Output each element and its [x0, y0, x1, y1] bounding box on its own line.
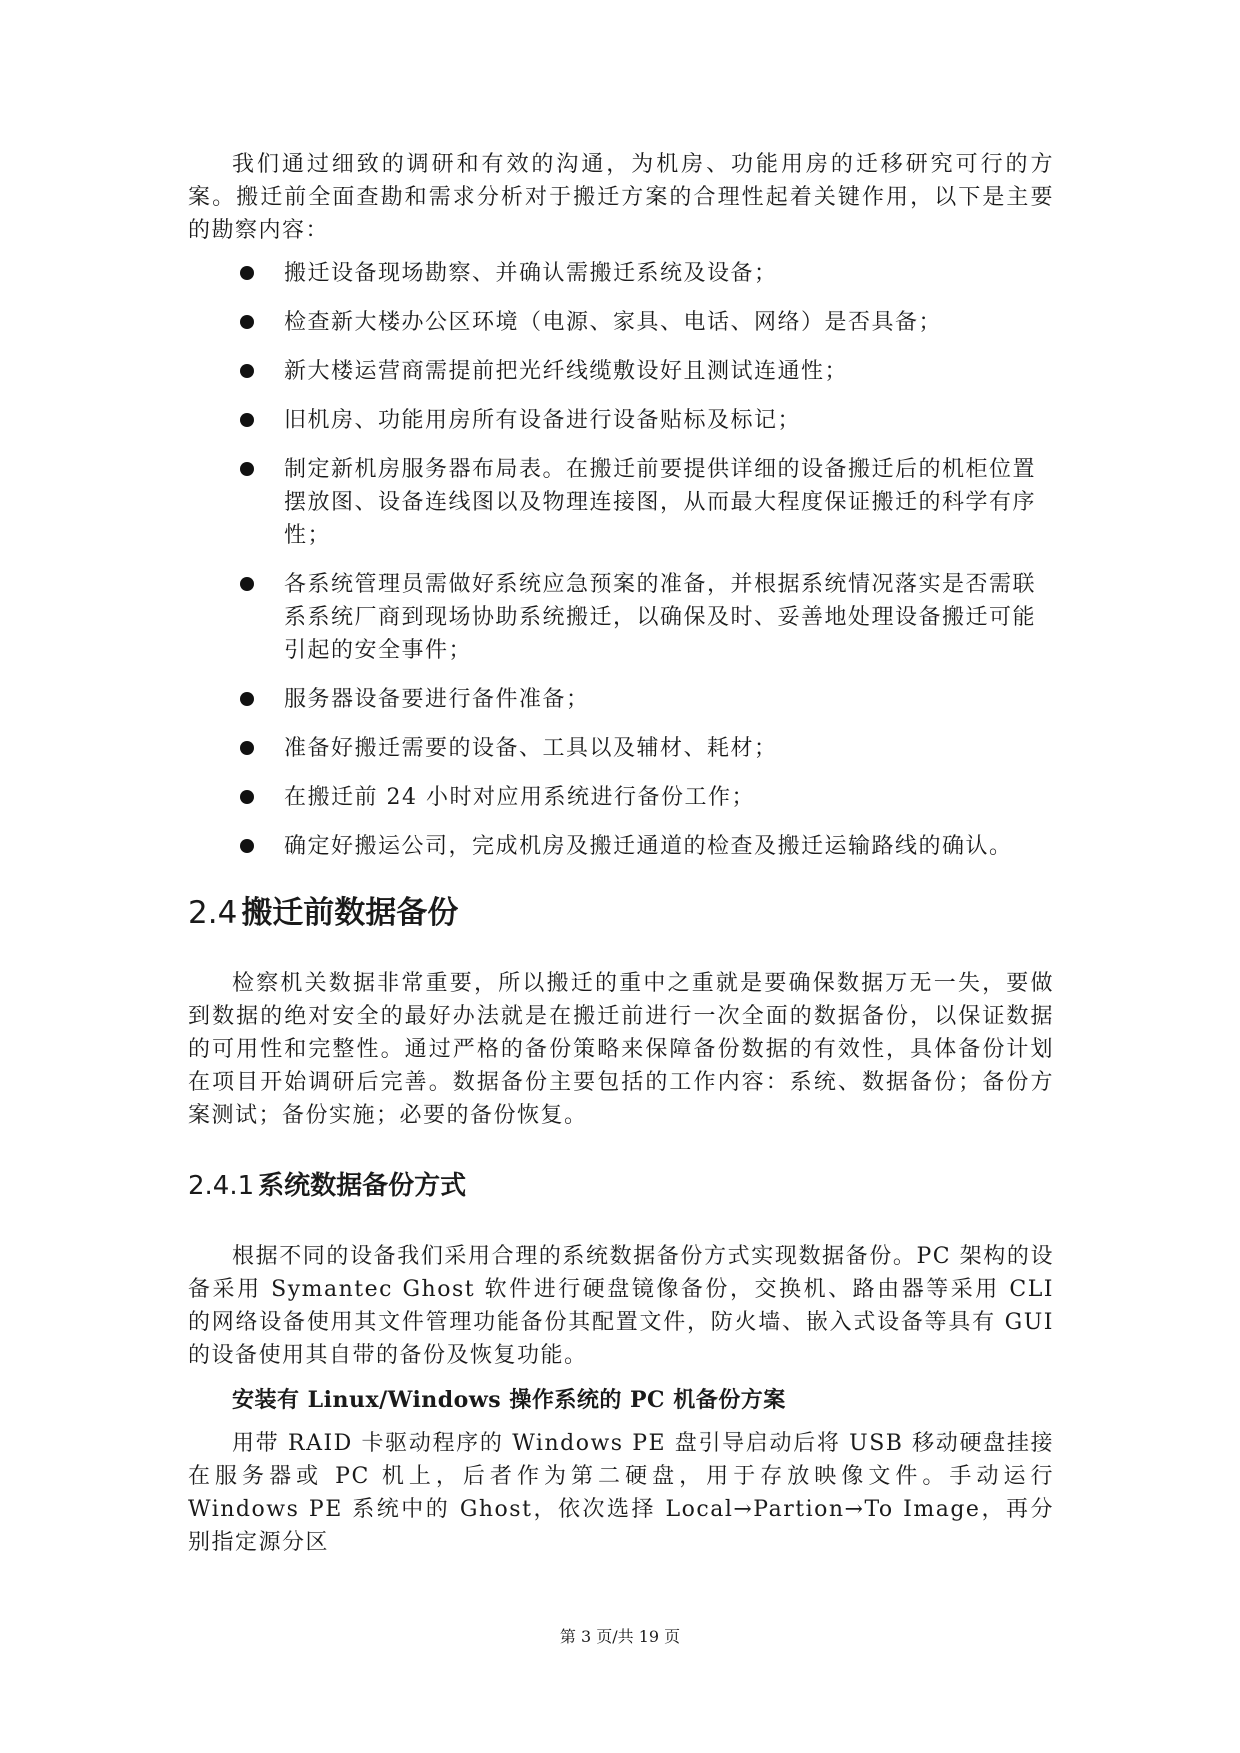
list-item-text: 旧机房、功能用房所有设备进行设备贴标及标记；	[284, 408, 802, 433]
list-item	[188, 830, 1054, 863]
list-item	[188, 257, 1054, 290]
bullet-icon	[240, 692, 254, 706]
backup-method-paragraph: 根据不同的设备我们采用合理的系统数据备份方式实现数据备份。PC 架构的设备采用 Symantec Ghost 软件进行硬盘镜像备份，交换机、路由器等采用 CLI 的网络设备使用其文件管理功能备份其配置文件，防火墙、嵌入式设备等具有 GUI 的设备使用其自带的备份及恢复功能。	[188, 1244, 1054, 1368]
intro-paragraph: 我们通过细致的调研和有效的沟通，为机房、功能用房的迁移研究可行的方案。搬迁前全面查勘和需求分析对于搬迁方案的合理性起着关键作用，以下是主要的勘察内容：	[188, 152, 1054, 243]
list-item	[188, 683, 1054, 716]
section-number: 2.4	[188, 895, 238, 931]
survey-list	[188, 257, 1054, 863]
bullet-icon	[240, 315, 254, 329]
list-item	[188, 306, 1054, 339]
list-item-text: 搬迁设备现场勘察、并确认需搬迁系统及设备；	[284, 261, 778, 286]
list-item	[188, 781, 1054, 814]
list-item-text: 准备好搬迁需要的设备、工具以及辅材、耗材；	[284, 736, 778, 761]
list-item-text: 服务器设备要进行备件准备；	[284, 687, 590, 712]
page-footer: 第 3 页/共 19 页	[559, 1627, 681, 1646]
list-item	[188, 453, 1054, 552]
list-item	[188, 568, 1054, 667]
bullet-icon	[240, 462, 254, 476]
list-item-text: 在搬迁前 24 小时对应用系统进行备份工作；	[284, 785, 755, 810]
bullet-icon	[240, 741, 254, 755]
bullet-icon	[240, 839, 254, 853]
list-item	[188, 732, 1054, 765]
pc-backup-paragraph: 用带 RAID 卡驱动程序的 Windows PE 盘引导启动后将 USB 移动硬盘挂接在服务器或 PC 机上，后者作为第二硬盘，用于存放映像文件。手动运行 Windows PE 系统中的 Ghost，依次选择 Local→Partion→To Image，再分别指定源分区	[188, 1431, 1054, 1555]
bullet-icon	[240, 266, 254, 280]
list-item-text: 检查新大楼办公区环境（电源、家具、电话、网络）是否具备；	[284, 310, 943, 335]
section-heading-2-4-1	[188, 1168, 1054, 1204]
bullet-icon	[240, 364, 254, 378]
list-item-text: 各系统管理员需做好系统应急预案的准备，并根据系统情况落实是否需联系系统厂商到现场协助系统搬迁，以确保及时、妥善地处理设备搬迁可能引起的安全事件；	[284, 572, 1037, 663]
list-item	[188, 404, 1054, 437]
list-item-text: 制定新机房服务器布局表。在搬迁前要提供详细的设备搬迁后的机柜位置摆放图、设备连线图以及物理连接图，从而最大程度保证搬迁的科学有序性；	[284, 457, 1037, 548]
bullet-icon	[240, 790, 254, 804]
list-item-text: 确定好搬运公司，完成机房及搬迁通道的检查及搬迁运输路线的确认。	[284, 834, 1013, 859]
bullet-icon	[240, 413, 254, 427]
subsection-number: 2.4.1	[188, 1171, 255, 1201]
section-title: 搬迁前数据备份	[241, 895, 459, 931]
list-item	[188, 355, 1054, 388]
subsection-title: 系统数据备份方式	[258, 1171, 467, 1201]
list-item-text: 新大楼运营商需提前把光纤线缆敷设好且测试连通性；	[284, 359, 849, 384]
pc-backup-subheading: 安装有 Linux/Windows 操作系统的 PC 机备份方案	[232, 1387, 786, 1413]
backup-paragraph: 检察机关数据非常重要，所以搬迁的重中之重就是要确保数据万无一失，要做到数据的绝对安全的最好办法就是在搬迁前进行一次全面的数据备份，以保证数据的可用性和完整性。通过严格的备份策略来保障备份数据的有效性，具体备份计划在项目开始调研后完善。数据备份主要包括的工作内容：系统、数据备份；备份方案测试；备份实施；必要的备份恢复。	[188, 971, 1054, 1128]
document-page	[188, 148, 1054, 1559]
bullet-icon	[240, 577, 254, 591]
section-heading-2-4	[188, 893, 1054, 933]
